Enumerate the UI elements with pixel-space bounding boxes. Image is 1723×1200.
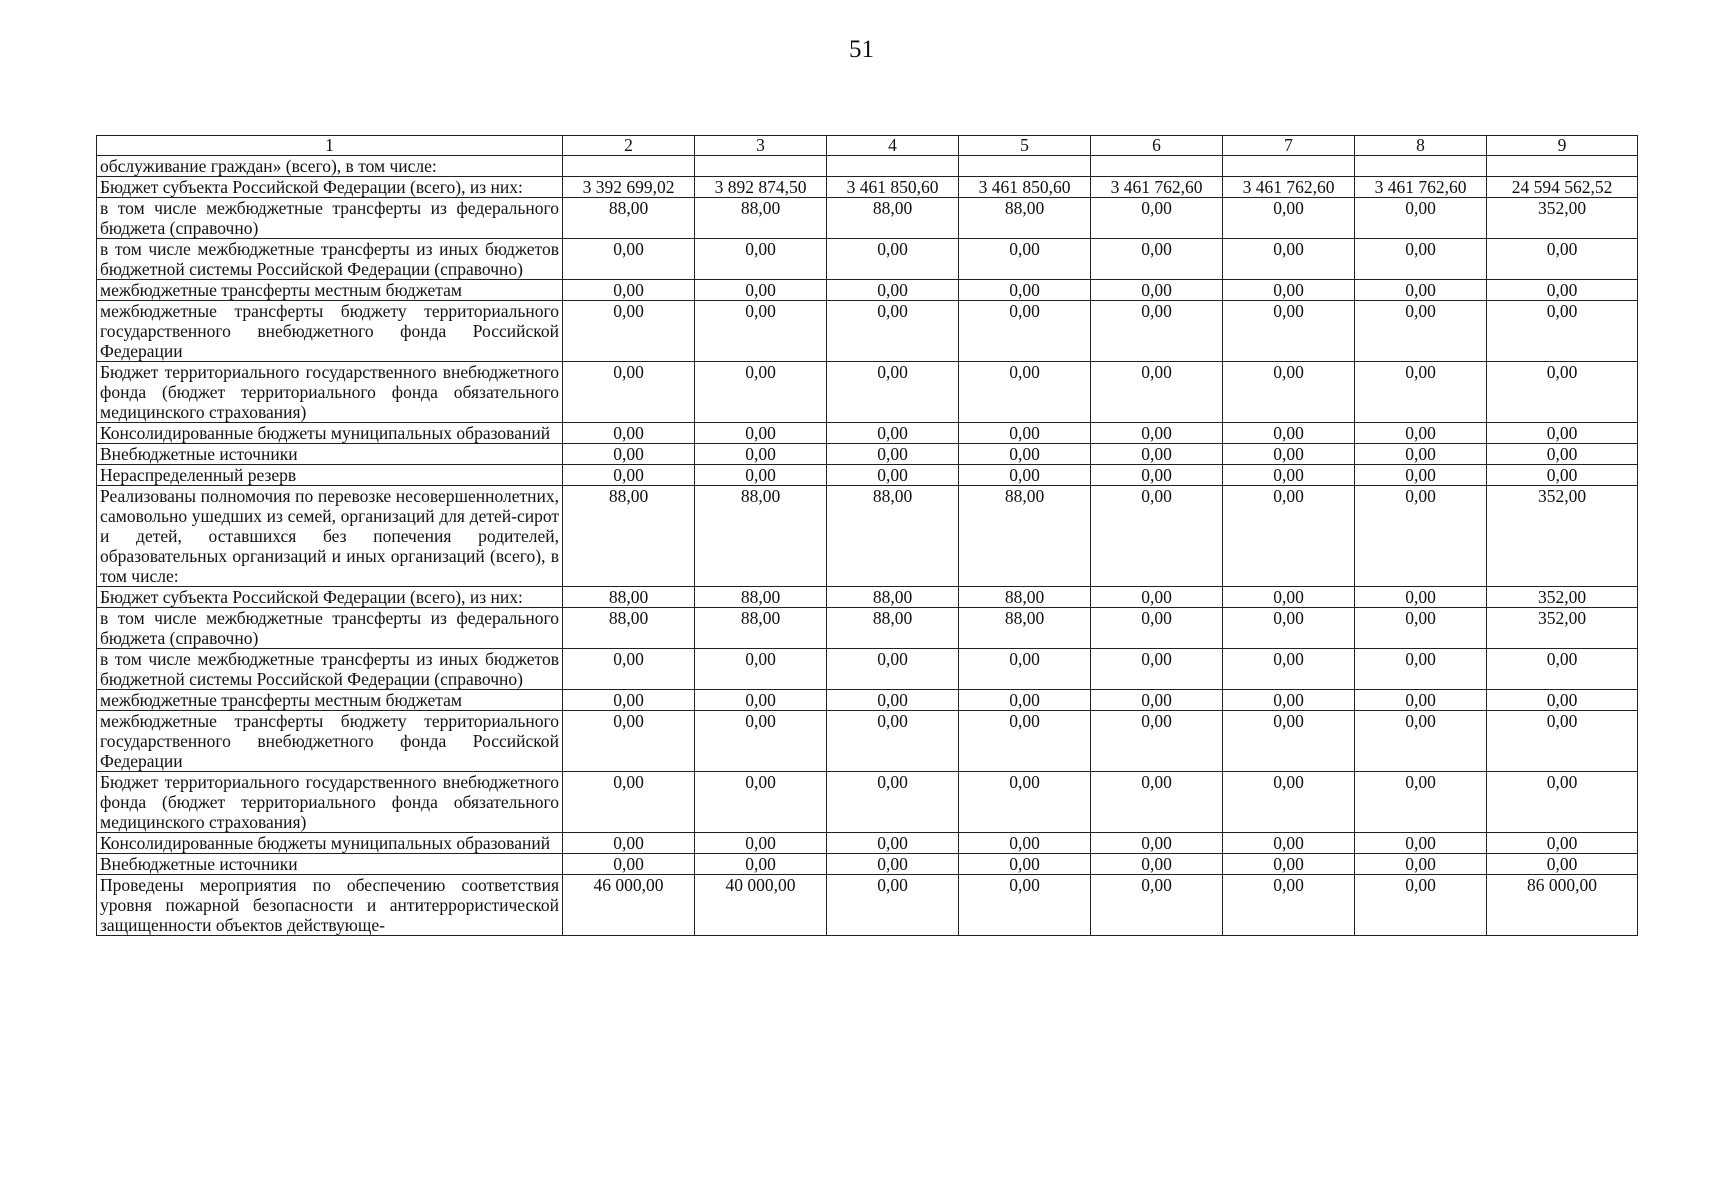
cell-value: 0,00 [1223, 649, 1355, 690]
cell-value: 0,00 [563, 854, 695, 875]
cell-value: 0,00 [1487, 444, 1638, 465]
table-row [97, 423, 1638, 444]
cell-value: 0,00 [827, 772, 959, 833]
cell-value: 352,00 [1487, 198, 1638, 239]
cell-value: 0,00 [1355, 833, 1487, 854]
row-label: Проведены мероприятия по обеспечению соответствия уровня пожарной безопасности и антитеррористической защищенности объектов действующе- [97, 875, 563, 936]
column-header: 5 [959, 136, 1091, 156]
cell-value [1091, 156, 1223, 177]
cell-value: 0,00 [959, 362, 1091, 423]
cell-value: 0,00 [959, 711, 1091, 772]
table-row [97, 587, 1638, 608]
cell-value: 0,00 [1223, 362, 1355, 423]
table-row [97, 690, 1638, 711]
cell-value: 0,00 [695, 833, 827, 854]
cell-value: 0,00 [563, 465, 695, 486]
table-row [97, 649, 1638, 690]
cell-value: 0,00 [1091, 423, 1223, 444]
cell-value: 0,00 [827, 690, 959, 711]
cell-value: 40 000,00 [695, 875, 827, 936]
cell-value: 0,00 [1223, 833, 1355, 854]
cell-value: 0,00 [1355, 465, 1487, 486]
table-row [97, 608, 1638, 649]
cell-value: 0,00 [1091, 833, 1223, 854]
page-number: 51 [849, 36, 874, 63]
cell-value: 0,00 [563, 301, 695, 362]
column-header: 4 [827, 136, 959, 156]
cell-value: 88,00 [563, 486, 695, 587]
cell-value: 3 392 699,02 [563, 177, 695, 198]
table-row [97, 854, 1638, 875]
cell-value [827, 156, 959, 177]
cell-value: 0,00 [827, 465, 959, 486]
cell-value: 3 461 850,60 [959, 177, 1091, 198]
cell-value: 0,00 [1487, 690, 1638, 711]
table-row [97, 156, 1638, 177]
cell-value: 0,00 [1223, 875, 1355, 936]
cell-value: 0,00 [1223, 239, 1355, 280]
cell-value: 0,00 [959, 875, 1091, 936]
cell-value: 0,00 [1487, 280, 1638, 301]
cell-value: 0,00 [959, 833, 1091, 854]
cell-value: 0,00 [1355, 486, 1487, 587]
cell-value: 3 461 850,60 [827, 177, 959, 198]
cell-value: 88,00 [959, 486, 1091, 587]
cell-value: 352,00 [1487, 587, 1638, 608]
cell-value: 0,00 [1355, 444, 1487, 465]
cell-value: 0,00 [563, 280, 695, 301]
row-label: Консолидированные бюджеты муниципальных образований [97, 833, 563, 854]
row-label: Внебюджетные источники [97, 854, 563, 875]
cell-value: 0,00 [959, 280, 1091, 301]
cell-value: 0,00 [1091, 465, 1223, 486]
cell-value: 0,00 [563, 711, 695, 772]
cell-value: 0,00 [1091, 711, 1223, 772]
column-header: 8 [1355, 136, 1487, 156]
cell-value: 0,00 [695, 444, 827, 465]
cell-value: 88,00 [695, 486, 827, 587]
cell-value: 0,00 [695, 711, 827, 772]
table-row [97, 833, 1638, 854]
cell-value: 0,00 [827, 362, 959, 423]
cell-value: 0,00 [1355, 280, 1487, 301]
cell-value: 0,00 [827, 875, 959, 936]
cell-value: 0,00 [563, 690, 695, 711]
table-row [97, 875, 1638, 936]
cell-value [1487, 156, 1638, 177]
cell-value: 0,00 [959, 649, 1091, 690]
cell-value: 0,00 [959, 465, 1091, 486]
cell-value: 0,00 [1223, 711, 1355, 772]
column-header: 6 [1091, 136, 1223, 156]
cell-value: 0,00 [1091, 301, 1223, 362]
cell-value: 3 461 762,60 [1355, 177, 1487, 198]
row-label: в том числе межбюджетные трансферты из федерального бюджета (справочно) [97, 198, 563, 239]
cell-value: 0,00 [959, 690, 1091, 711]
cell-value: 0,00 [1091, 444, 1223, 465]
cell-value: 88,00 [959, 608, 1091, 649]
cell-value: 0,00 [1355, 423, 1487, 444]
cell-value: 0,00 [827, 239, 959, 280]
cell-value: 0,00 [1355, 711, 1487, 772]
cell-value: 0,00 [959, 854, 1091, 875]
cell-value: 0,00 [1355, 875, 1487, 936]
cell-value: 88,00 [959, 587, 1091, 608]
cell-value: 0,00 [1487, 465, 1638, 486]
cell-value: 0,00 [1355, 362, 1487, 423]
cell-value: 0,00 [827, 649, 959, 690]
budget-table-body [97, 136, 1638, 936]
cell-value: 0,00 [563, 423, 695, 444]
cell-value: 0,00 [1487, 423, 1638, 444]
row-label: в том числе межбюджетные трансферты из иных бюджетов бюджетной системы Российской Федерации (справочно) [97, 239, 563, 280]
cell-value: 88,00 [563, 587, 695, 608]
cell-value: 0,00 [563, 833, 695, 854]
cell-value: 88,00 [827, 486, 959, 587]
budget-table [96, 135, 1638, 936]
table-row [97, 444, 1638, 465]
cell-value: 352,00 [1487, 486, 1638, 587]
cell-value: 0,00 [1091, 875, 1223, 936]
column-header: 7 [1223, 136, 1355, 156]
row-label: Внебюджетные источники [97, 444, 563, 465]
table-row [97, 239, 1638, 280]
cell-value: 0,00 [1487, 362, 1638, 423]
cell-value: 0,00 [1487, 772, 1638, 833]
column-header: 2 [563, 136, 695, 156]
cell-value: 352,00 [1487, 608, 1638, 649]
cell-value: 0,00 [695, 772, 827, 833]
cell-value: 86 000,00 [1487, 875, 1638, 936]
cell-value: 0,00 [959, 301, 1091, 362]
row-label: в том числе межбюджетные трансферты из федерального бюджета (справочно) [97, 608, 563, 649]
cell-value: 0,00 [1355, 239, 1487, 280]
cell-value: 0,00 [1091, 239, 1223, 280]
cell-value: 0,00 [1355, 854, 1487, 875]
table-row [97, 280, 1638, 301]
cell-value: 0,00 [1091, 772, 1223, 833]
cell-value: 0,00 [563, 362, 695, 423]
cell-value: 88,00 [827, 608, 959, 649]
cell-value: 0,00 [1091, 608, 1223, 649]
cell-value: 0,00 [695, 362, 827, 423]
row-label: Реализованы полномочия по перевозке несовершеннолетних, самовольно ушедших из семей, организаций для детей-сирот и детей, оставшихся без попечения родителей, образовательных организаций и иных организаций (всего), в том числе: [97, 486, 563, 587]
cell-value: 0,00 [1355, 649, 1487, 690]
cell-value: 0,00 [1223, 465, 1355, 486]
cell-value: 0,00 [1487, 239, 1638, 280]
cell-value: 0,00 [695, 301, 827, 362]
table-row [97, 711, 1638, 772]
cell-value: 0,00 [695, 239, 827, 280]
cell-value: 88,00 [827, 198, 959, 239]
cell-value: 88,00 [695, 198, 827, 239]
cell-value: 3 461 762,60 [1223, 177, 1355, 198]
cell-value: 46 000,00 [563, 875, 695, 936]
cell-value: 0,00 [563, 239, 695, 280]
cell-value: 88,00 [827, 587, 959, 608]
cell-value: 0,00 [1355, 772, 1487, 833]
header-row [97, 136, 1638, 156]
cell-value: 0,00 [1355, 690, 1487, 711]
cell-value: 0,00 [1223, 772, 1355, 833]
row-label: Нераспределенный резерв [97, 465, 563, 486]
cell-value: 0,00 [563, 772, 695, 833]
cell-value [959, 156, 1091, 177]
row-label: межбюджетные трансферты бюджету территориального государственного внебюджетного фонда Российской Федерации [97, 711, 563, 772]
cell-value: 0,00 [563, 444, 695, 465]
cell-value: 88,00 [959, 198, 1091, 239]
table-row [97, 486, 1638, 587]
table-row [97, 177, 1638, 198]
cell-value: 0,00 [1223, 486, 1355, 587]
cell-value: 0,00 [959, 423, 1091, 444]
row-label: Бюджет территориального государственного внебюджетного фонда (бюджет территориального фонда обязательного медицинского страхования) [97, 362, 563, 423]
cell-value: 0,00 [695, 423, 827, 444]
table-row [97, 198, 1638, 239]
cell-value: 0,00 [563, 649, 695, 690]
column-header: 9 [1487, 136, 1638, 156]
cell-value: 0,00 [1091, 587, 1223, 608]
cell-value: 0,00 [1091, 486, 1223, 587]
cell-value: 0,00 [827, 854, 959, 875]
cell-value: 0,00 [959, 444, 1091, 465]
cell-value: 0,00 [1091, 690, 1223, 711]
row-label: Бюджет территориального государственного внебюджетного фонда (бюджет территориального фонда обязательного медицинского страхования) [97, 772, 563, 833]
table-row [97, 362, 1638, 423]
row-label: межбюджетные трансферты местным бюджетам [97, 280, 563, 301]
table-row [97, 772, 1638, 833]
cell-value: 0,00 [1223, 587, 1355, 608]
column-header: 1 [97, 136, 563, 156]
row-label: в том числе межбюджетные трансферты из иных бюджетов бюджетной системы Российской Федерации (справочно) [97, 649, 563, 690]
cell-value: 0,00 [1091, 280, 1223, 301]
cell-value: 0,00 [1091, 854, 1223, 875]
cell-value: 0,00 [1487, 649, 1638, 690]
cell-value: 0,00 [695, 465, 827, 486]
cell-value: 0,00 [695, 690, 827, 711]
cell-value: 0,00 [1091, 198, 1223, 239]
cell-value: 0,00 [827, 711, 959, 772]
cell-value: 0,00 [695, 854, 827, 875]
cell-value: 0,00 [1355, 608, 1487, 649]
cell-value: 0,00 [827, 444, 959, 465]
cell-value: 0,00 [1355, 587, 1487, 608]
row-label: межбюджетные трансферты бюджету территориального государственного внебюджетного фонда Российской Федерации [97, 301, 563, 362]
cell-value [695, 156, 827, 177]
cell-value: 0,00 [827, 280, 959, 301]
cell-value: 0,00 [1223, 444, 1355, 465]
cell-value: 88,00 [563, 608, 695, 649]
cell-value: 0,00 [1091, 649, 1223, 690]
cell-value [563, 156, 695, 177]
cell-value: 88,00 [695, 608, 827, 649]
cell-value: 0,00 [695, 280, 827, 301]
cell-value: 24 594 562,52 [1487, 177, 1638, 198]
cell-value: 0,00 [1223, 608, 1355, 649]
table-row [97, 301, 1638, 362]
cell-value: 0,00 [1487, 301, 1638, 362]
table-row [97, 465, 1638, 486]
row-label: межбюджетные трансферты местным бюджетам [97, 690, 563, 711]
row-label: Бюджет субъекта Российской Федерации (всего), из них: [97, 177, 563, 198]
cell-value: 88,00 [695, 587, 827, 608]
column-header: 3 [695, 136, 827, 156]
cell-value: 0,00 [1091, 362, 1223, 423]
row-label: Консолидированные бюджеты муниципальных образований [97, 423, 563, 444]
cell-value: 0,00 [959, 239, 1091, 280]
cell-value: 3 461 762,60 [1091, 177, 1223, 198]
cell-value: 0,00 [959, 772, 1091, 833]
cell-value: 0,00 [1487, 833, 1638, 854]
cell-value: 0,00 [1223, 301, 1355, 362]
cell-value: 0,00 [827, 301, 959, 362]
cell-value: 0,00 [1223, 854, 1355, 875]
cell-value: 88,00 [563, 198, 695, 239]
cell-value: 0,00 [1223, 198, 1355, 239]
cell-value [1223, 156, 1355, 177]
cell-value: 0,00 [827, 833, 959, 854]
cell-value: 0,00 [1487, 854, 1638, 875]
cell-value: 0,00 [1487, 711, 1638, 772]
cell-value: 0,00 [1355, 301, 1487, 362]
cell-value: 0,00 [827, 423, 959, 444]
cell-value: 3 892 874,50 [695, 177, 827, 198]
cell-value [1355, 156, 1487, 177]
row-label: обслуживание граждан» (всего), в том числе: [97, 156, 563, 177]
cell-value: 0,00 [1223, 690, 1355, 711]
cell-value: 0,00 [1223, 423, 1355, 444]
cell-value: 0,00 [1223, 280, 1355, 301]
row-label: Бюджет субъекта Российской Федерации (всего), из них: [97, 587, 563, 608]
cell-value: 0,00 [695, 649, 827, 690]
cell-value: 0,00 [1355, 198, 1487, 239]
